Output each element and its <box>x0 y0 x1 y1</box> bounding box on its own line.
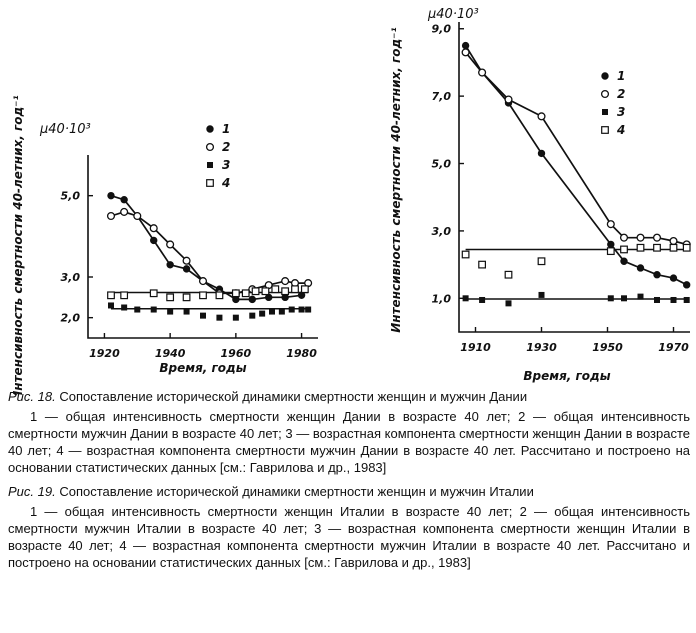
chart-italy-series-1-point <box>462 42 468 48</box>
chart-denmark-series-4-point <box>272 286 279 293</box>
chart-denmark-x-tick-label: 1960 <box>220 347 252 360</box>
chart-italy-series-4-point <box>683 244 690 251</box>
chart-italy-series-4-point <box>608 248 615 255</box>
chart-italy-series-3-point <box>539 292 545 298</box>
chart-denmark-series-3-point <box>233 315 239 321</box>
chart-italy-legend-label-3: 3 <box>617 105 626 119</box>
chart-italy-series-2-point <box>654 234 661 241</box>
chart-denmark-series-3-point <box>184 309 190 315</box>
chart-denmark-series-4-point <box>252 288 259 295</box>
caption-fig19-title-line <box>8 483 690 500</box>
chart-italy-series-3-point <box>638 294 644 300</box>
chart-italy-x-tick-label: 1930 <box>526 341 557 354</box>
chart-italy-y-tick-label: 3,0 <box>431 224 451 238</box>
chart-denmark-legend-label-2: 2 <box>222 140 231 154</box>
chart-denmark-series-3-point <box>121 305 127 311</box>
chart-denmark-series-2-point <box>282 278 289 285</box>
chart-denmark-series-4-point <box>302 286 309 293</box>
chart-italy-series-1-point <box>654 272 660 278</box>
chart-italy-series-2-point <box>607 221 614 228</box>
chart-denmark-legend-label-1: 1 <box>222 122 231 136</box>
chart-denmark-series-4-point <box>292 286 299 293</box>
chart-italy-series-4-point <box>637 244 644 251</box>
chart-denmark-series-3-point <box>269 309 275 315</box>
chart-italy-x-tick-label: 1950 <box>592 341 623 354</box>
chart-italy-series-2-point <box>621 234 628 241</box>
chart-italy-legend <box>602 69 626 137</box>
chart-italy-series-2-point <box>538 113 545 120</box>
chart-denmark-x-tick-label: 1940 <box>154 347 186 360</box>
chart-denmark-legend-marker-3 <box>207 162 213 168</box>
chart-denmark-series-4-point <box>262 288 269 295</box>
chart-denmark-series-1-point <box>183 266 189 272</box>
chart-denmark-series-3-point <box>108 302 114 308</box>
caption-fig18-body: 1 — общая интенсивность смертности женщин Дании в возрасте 40 лет; 2 — общая интенсивность смертности мужчин Дании в возрасте 40 лет; 3 — возрастная компонента смертности женщин Дании в возрасте 40 лет; 4 — возрастная компонента смертности мужчин Дании в возрасте 40 лет. Рассчитано и построено на основании статистических данных [см.: Гаврилова и др., 1983] <box>8 409 690 475</box>
chart-denmark <box>11 95 318 395</box>
chart-denmark-series-4-point <box>200 292 207 299</box>
chart-italy-series-2-point <box>505 96 512 103</box>
chart-italy-series-1-point <box>538 150 544 156</box>
chart-denmark-series-1-point <box>249 296 255 302</box>
chart-denmark-mu-label: μ40·10³ <box>40 122 91 137</box>
chart-italy-series-4-point <box>538 258 545 265</box>
chart-denmark-series-3-point <box>167 309 173 315</box>
chart-italy-series-1-point <box>670 275 676 281</box>
chart-denmark-y-tick-label: 2,0 <box>60 311 80 325</box>
caption-fig19 <box>8 483 690 571</box>
chart-italy-legend-marker-2 <box>602 91 609 98</box>
caption-fig18 <box>8 388 690 476</box>
chart-denmark-y-tick-label: 5,0 <box>60 189 80 203</box>
chart-denmark-series-2-point <box>167 241 174 248</box>
chart-italy-series-4-point <box>505 271 512 278</box>
chart-denmark-series-3-point <box>279 309 285 315</box>
caption-fig18-title: Сопоставление исторической динамики смертности женщин и мужчин Дании <box>59 389 528 404</box>
chart-italy-series-1-point <box>684 282 690 288</box>
caption-fig18-title-line <box>8 388 690 405</box>
chart-denmark-series-1-point <box>108 192 114 198</box>
chart-italy-legend-marker-3 <box>602 109 608 115</box>
chart-denmark-series-2-point <box>121 209 128 216</box>
chart-denmark-legend-marker-1 <box>207 126 213 132</box>
chart-italy-legend-label-1: 1 <box>617 69 626 83</box>
chart-italy-y-tick-label: 1,0 <box>431 292 451 306</box>
chart-italy-series-2-point <box>479 69 486 76</box>
chart-italy-series-2-point <box>462 49 469 56</box>
caption-fig19-body: 1 — общая интенсивность смертности женщин Италии в возрасте 40 лет; 2 — общая интенсивность смертности мужчин Италии в возрасте 40 лет; 3 — возрастная компонента смертности женщин Италии в возрасте 40 лет; 4 — возрастная компонента смертности мужчин Италии в возрасте 40 лет. Рассчитано и построено на основании статистических данных [см.: Гаврилова и др., 1983] <box>8 504 690 570</box>
chart-denmark-series-4-point <box>183 294 190 301</box>
caption-fig19-title: Сопоставление исторической динамики смертности женщин и мужчин Италии <box>59 484 534 499</box>
chart-italy-series-2-point <box>670 238 677 245</box>
chart-denmark-series-4-point <box>121 292 128 299</box>
chart-denmark-legend-label-4: 4 <box>222 176 231 190</box>
chart-denmark-series-1-point <box>121 197 127 203</box>
chart-denmark-legend <box>207 122 231 190</box>
chart-italy-series-3-point <box>479 297 485 303</box>
chart-denmark-series-3-point <box>249 313 255 319</box>
chart-denmark-series-3-point <box>259 311 265 317</box>
chart-italy-series-1-point <box>637 265 643 271</box>
chart-italy-series-4-point <box>621 246 628 253</box>
chart-denmark-y-label: Интенсивность смертности 40-летних, год⁻¹ <box>11 95 25 395</box>
chart-italy-series-2-line <box>466 52 687 244</box>
chart-denmark-series-4-point <box>233 290 240 297</box>
chart-italy-legend-marker-1 <box>602 73 608 79</box>
chart-denmark-series-4-point <box>216 292 223 299</box>
chart-denmark-series-4-point <box>242 290 249 297</box>
chart-italy-series-1-point <box>621 258 627 264</box>
chart-denmark-legend-marker-4 <box>207 180 214 187</box>
chart-denmark-series-2-point <box>150 225 157 232</box>
chart-italy-series-3-point <box>608 295 614 301</box>
chart-italy-series-2-point <box>637 234 644 241</box>
chart-italy-legend-label-2: 2 <box>617 87 626 101</box>
chart-denmark-series-4-point <box>167 294 174 301</box>
chart-denmark-x-tick-label: 1920 <box>89 347 120 360</box>
chart-italy-mu-label: μ40·10³ <box>428 7 479 22</box>
chart-italy-x-tick-label: 1970 <box>658 341 689 354</box>
chart-denmark-series-4-point <box>108 292 115 299</box>
chart-denmark-series-3-point <box>134 307 140 313</box>
chart-italy-y-tick-label: 7,0 <box>431 90 451 104</box>
chart-italy-y-tick-label: 5,0 <box>431 157 451 171</box>
caption-fig19-number: Рис. 19. <box>8 484 56 499</box>
chart-italy-series-4-point <box>462 251 469 258</box>
chart-italy-axes <box>459 22 690 332</box>
chart-denmark-series-1-point <box>167 262 173 268</box>
chart-italy-legend-label-4: 4 <box>617 123 626 137</box>
chart-italy-series-3-point <box>506 300 512 306</box>
chart-denmark-series-1-point <box>151 237 157 243</box>
chart-denmark-series-4-point <box>282 288 289 295</box>
chart-denmark-y-tick-label: 3,0 <box>60 271 80 284</box>
chart-italy-series-4-point <box>479 261 486 268</box>
caption-fig18-number: Рис. 18. <box>8 389 56 404</box>
chart-italy-series-3-point <box>463 295 469 301</box>
chart-italy-series-3-point <box>654 297 660 303</box>
chart-denmark-x-label: Время, годы <box>159 361 247 375</box>
chart-italy-series-4-point <box>670 244 677 251</box>
chart-denmark-series-4-point <box>150 290 157 297</box>
chart-italy-x-tick-label: 1910 <box>460 341 491 354</box>
chart-denmark-series-2-point <box>108 213 115 220</box>
chart-denmark-series-3-point <box>305 307 311 313</box>
chart-denmark-legend-label-3: 3 <box>222 158 231 172</box>
chart-denmark-series-2-point <box>200 278 207 285</box>
chart-italy <box>389 7 690 383</box>
chart-italy-series-3-point <box>684 297 690 303</box>
chart-denmark-series-3-point <box>299 307 305 313</box>
chart-denmark-x-tick-label: 1980 <box>286 347 317 360</box>
chart-denmark-series-2-point <box>134 213 141 220</box>
chart-italy-series-1-point <box>608 241 614 247</box>
captions <box>8 388 690 578</box>
chart-denmark-legend-marker-2 <box>207 144 214 151</box>
chart-italy-legend-marker-4 <box>602 127 609 134</box>
chart-denmark-series-3-point <box>289 307 295 313</box>
chart-italy-y-tick-label: 9,0 <box>431 22 451 36</box>
chart-denmark-series-3-point <box>200 313 206 319</box>
chart-italy-series-4-point <box>654 244 661 251</box>
chart-italy-y-label: Интенсивность смертности 40-летних, год⁻¹ <box>389 27 403 333</box>
chart-denmark-series-2-point <box>183 257 190 264</box>
chart-italy-x-label: Время, годы <box>523 369 611 383</box>
chart-denmark-series-2-line <box>111 212 308 293</box>
chart-denmark-series-3-point <box>216 315 222 321</box>
chart-denmark-series-3-point <box>151 307 157 313</box>
chart-italy-series-3-point <box>621 295 627 301</box>
chart-italy-series-3-point <box>671 297 677 303</box>
